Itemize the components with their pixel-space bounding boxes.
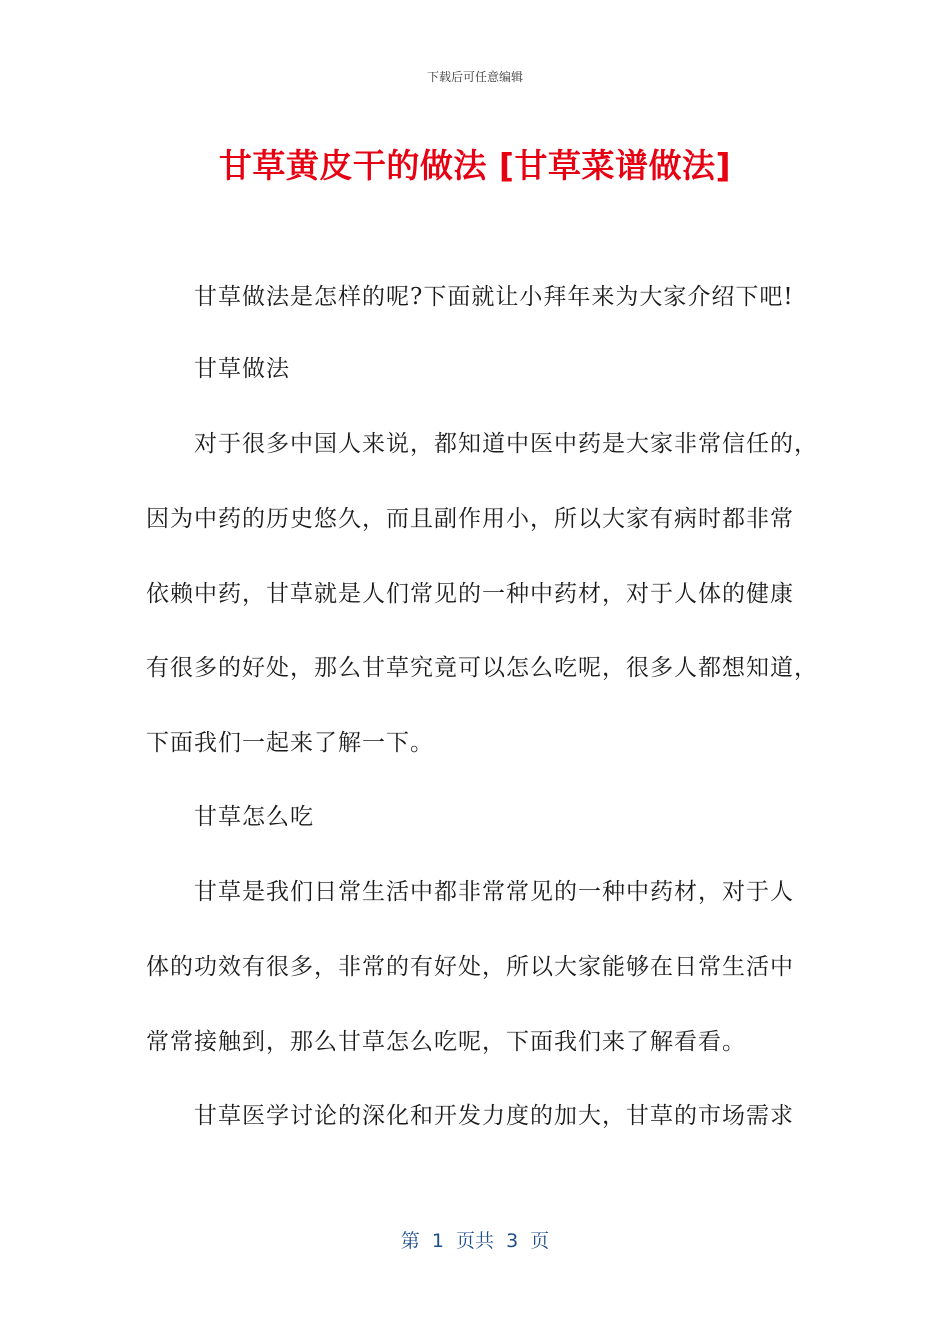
paragraph-line: 下面我们一起来了解一下。 [146, 730, 434, 756]
paragraph-line: 依赖中药，甘草就是人们常见的一种中药材，对于人体的健康 [146, 581, 794, 607]
paragraph-line: 体的功效有很多，非常的有好处，所以大家能够在日常生活中 [146, 954, 794, 980]
section-heading-how-to-eat: 甘草怎么吃 [194, 804, 314, 830]
header-note: 下载后可任意编辑 [426, 70, 523, 84]
paragraph-line: 因为中药的历史悠久，而且副作用小，所以大家有病时都非常 [146, 506, 794, 532]
section-heading-method: 甘草做法 [194, 356, 290, 382]
page-footer: 第 1 页共 3 页 [400, 1230, 550, 1252]
paragraph-line: 甘草是我们日常生活中都非常常见的一种中药材，对于人 [194, 879, 794, 905]
paragraph-line: 有很多的好处，那么甘草究竟可以怎么吃呢，很多人都想知道， [146, 655, 818, 681]
paragraph-line: 对于很多中国人来说，都知道中医中药是大家非常信任的， [194, 431, 818, 457]
paragraph-line: 常常接触到，那么甘草怎么吃呢，下面我们来了解看看。 [146, 1029, 746, 1055]
document-title: 甘草黄皮干的做法 [甘草菜谱做法] [218, 146, 732, 185]
paragraph-line: 甘草医学讨论的深化和开发力度的加大，甘草的市场需求 [194, 1103, 794, 1129]
paragraph-intro: 甘草做法是怎样的呢?下面就让小拜年来为大家介绍下吧! [194, 284, 794, 310]
